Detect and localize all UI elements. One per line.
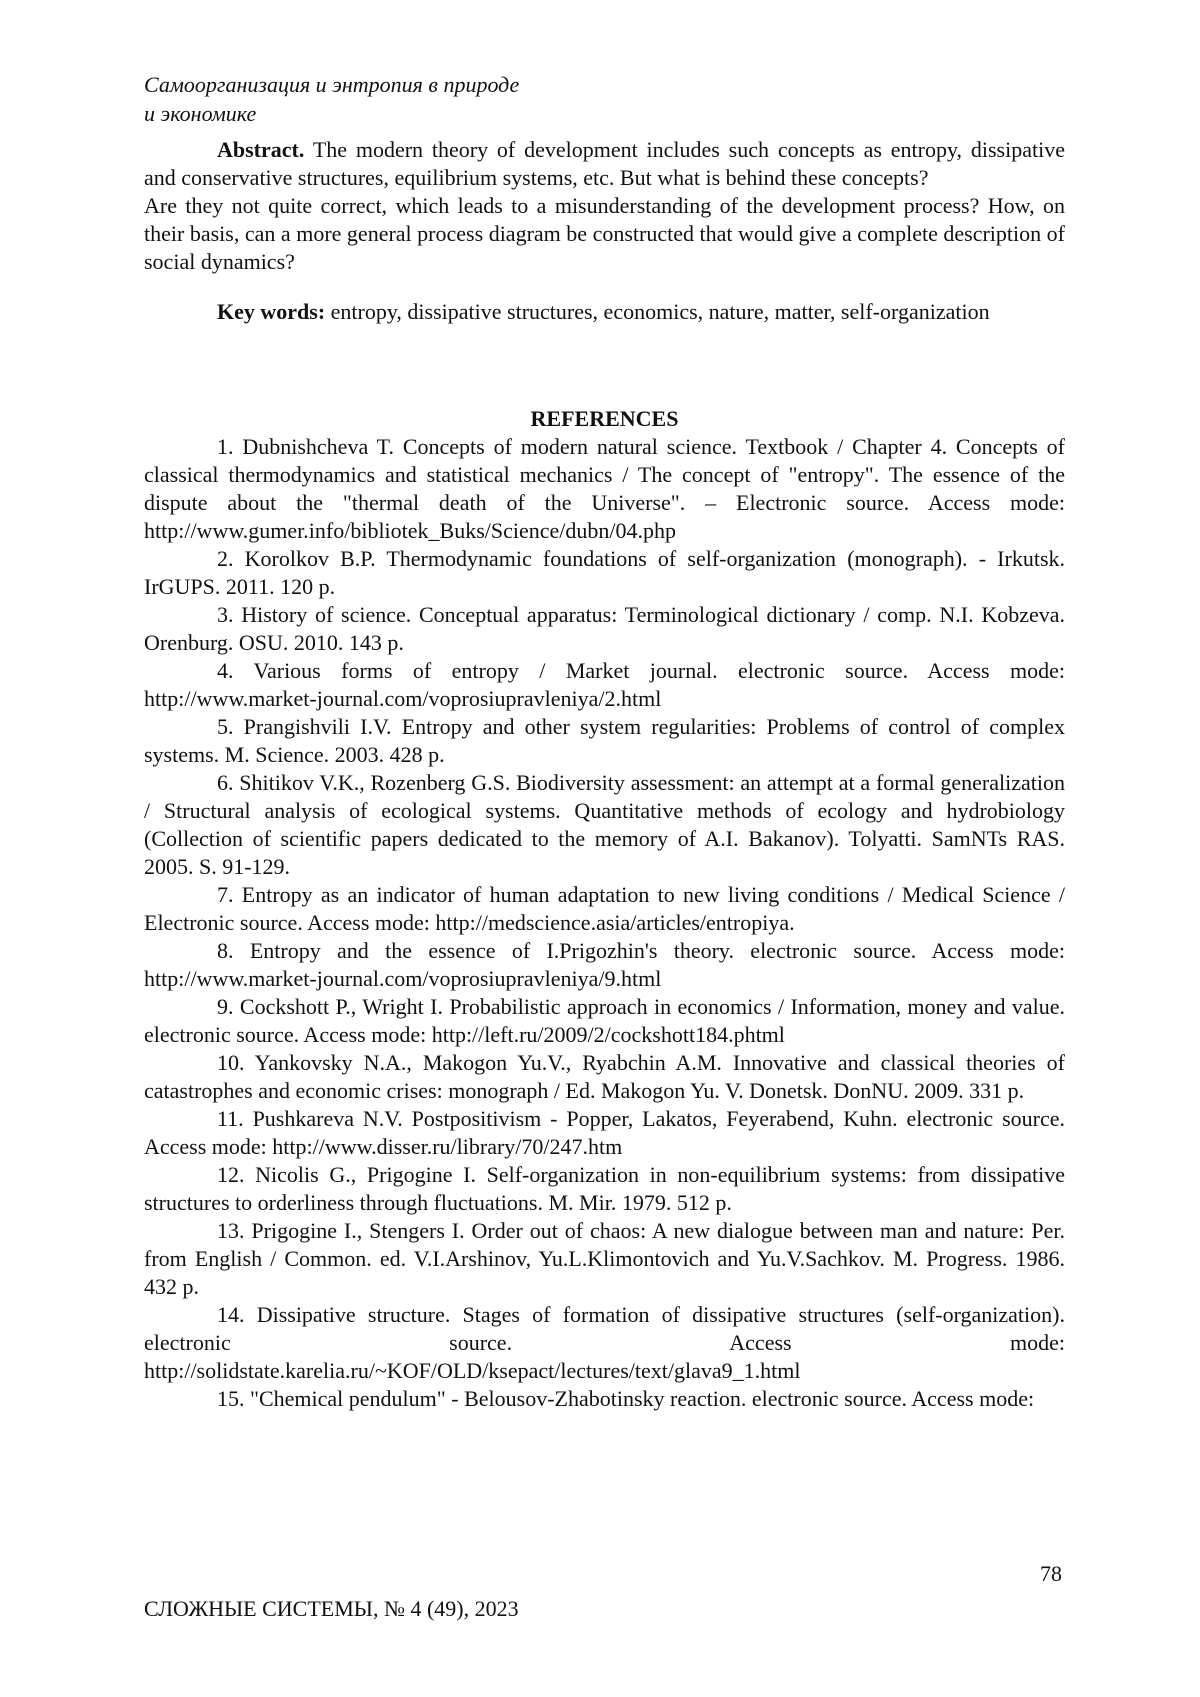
- keywords-label: Key words:: [217, 299, 326, 324]
- keywords-paragraph: [144, 298, 1065, 326]
- reference-item: 6. Shitikov V.K., Rozenberg G.S. Biodiversity assessment: an attempt at a formal generalization / Structural analysis of ecological systems. Quantitative methods of ecology and hydrobiology (Collection of scientific papers dedicated to the memory of A.I. Bakanov). Tolyatti. SamNTs RAS. 2005. S. 91-129.: [144, 770, 1065, 879]
- reference-item: 9. Cockshott P., Wright I. Probabilistic approach in economics / Information, money and value. electronic source. Access mode: http://left.ru/2009/2/cockshott184.phtml: [144, 994, 1065, 1047]
- running-header-line-2: и экономике: [144, 101, 257, 126]
- reference-item: 4. Various forms of entropy / Market journal. electronic source. Access mode: http://www.market-journal.com/voprosiupravleniya/2.html: [144, 658, 1065, 711]
- keywords-text: entropy, dissipative structures, economics, nature, matter, self-organization: [330, 299, 990, 324]
- running-header: [144, 70, 1065, 128]
- reference-item: 12. Nicolis G., Prigogine I. Self-organization in non-equilibrium systems: from dissipative structures to orderliness through fluctuations. M. Mir. 1979. 512 p.: [144, 1162, 1065, 1215]
- reference-item: 13. Prigogine I., Stengers I. Order out of chaos: A new dialogue between man and nature: Per. from English / Common. ed. V.I.Arshinov, Yu.L.Klimontovich and Yu.V.Sachkov. M. Progress. 1986. 432 p.: [144, 1218, 1065, 1299]
- reference-item: 8. Entropy and the essence of I.Prigozhin's theory. electronic source. Access mode: http://www.market-journal.com/voprosiupravleniya/9.html: [144, 938, 1065, 991]
- reference-item: 10. Yankovsky N.A., Makogon Yu.V., Ryabchin A.M. Innovative and classical theories of catastrophes and economic crises: monograph / Ed. Makogon Yu. V. Donetsk. DonNU. 2009. 331 p.: [144, 1050, 1065, 1103]
- reference-item: 11. Pushkareva N.V. Postpositivism - Popper, Lakatos, Feyerabend, Kuhn. electronic source. Access mode: http://www.disser.ru/library/70/247.htm: [144, 1106, 1065, 1159]
- reference-item: 5. Prangishvili I.V. Entropy and other system regularities: Problems of control of complex systems. M. Science. 2003. 428 p.: [144, 714, 1065, 767]
- page-number: 78: [1040, 1561, 1062, 1586]
- abstract-paragraph: [144, 136, 1065, 192]
- references-heading: REFERENCES: [530, 406, 679, 431]
- reference-item: 3. History of science. Conceptual apparatus: Terminological dictionary / comp. N.I. Kobzeva. Orenburg. OSU. 2010. 143 p.: [144, 602, 1065, 655]
- reference-item: 7. Entropy as an indicator of human adaptation to new living conditions / Medical Science / Electronic source. Access mode: http://medscience.asia/articles/entropiya.: [144, 882, 1065, 935]
- journal-footer: СЛОЖНЫЕ СИСТЕМЫ, № 4 (49), 2023: [144, 1596, 519, 1621]
- reference-item: 2. Korolkov B.P. Thermodynamic foundations of self-organization (monograph). - Irkutsk. IrGUPS. 2011. 120 p.: [144, 546, 1065, 599]
- references-list: [144, 433, 1065, 1413]
- page-content: [144, 70, 1065, 1413]
- reference-item: 14. Dissipative structure. Stages of formation of dissipative structures (self-organization). electronic source. Access mode: http://solidstate.karelia.ru/~KOF/OLD/ksepact/lectures/text/glava9_1.html: [144, 1302, 1065, 1383]
- abstract-paragraph-2: Are they not quite correct, which leads to a misunderstanding of the development process? How, on their basis, can a more general process diagram be constructed that would give a complete description of social dynamics?: [144, 193, 1065, 274]
- abstract-text-1: The modern theory of development includes such concepts as entropy, dissipative and conservative structures, equilibrium systems, etc. But what is behind these concepts?: [144, 137, 1065, 190]
- reference-item: 1. Dubnishcheva T. Concepts of modern natural science. Textbook / Chapter 4. Concepts of classical thermodynamics and statistical mechanics / The concept of "entropy". The essence of the dispute about the "thermal death of the Universe". – Electronic source. Access mode: http://www.gumer.info/bibliotek_Buks/Science/dubn/04.php: [144, 434, 1065, 543]
- abstract-label: Abstract.: [217, 137, 305, 162]
- running-header-line-1: Самоорганизация и энтропия в природе: [144, 72, 520, 97]
- reference-item: 15. "Chemical pendulum" - Belousov-Zhabotinsky reaction. electronic source. Access mode:: [217, 1386, 1035, 1411]
